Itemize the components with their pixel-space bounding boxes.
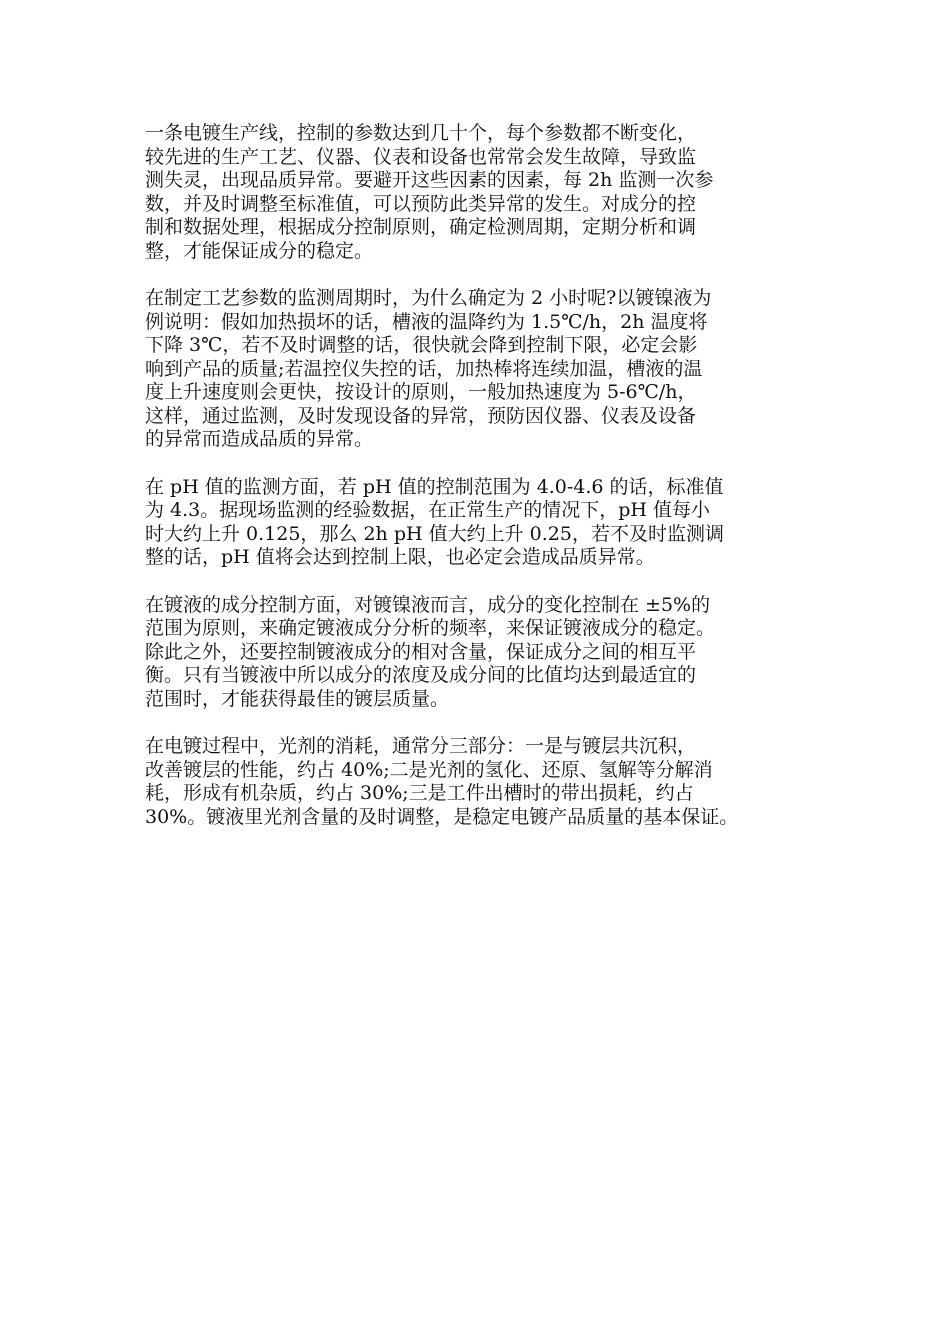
text-line: 时大约上升 0.125，那么 2h pH 值大约上升 0.25，若不及时监测调: [145, 522, 724, 545]
text-line: 在制定工艺参数的监测周期时，为什么确定为 2 小时呢?以镀镍液为: [145, 287, 712, 309]
text-line: 耗，形成有机杂质，约占 30%;三是工件出槽时的带出损耗，约占: [145, 782, 694, 804]
text-line: 制和数据处理，根据成分控制原则，确定检测周期，定期分析和调: [145, 216, 697, 238]
text-line: 范围时，才能获得最佳的镀层质量。: [145, 687, 450, 710]
text-line: 的异常而造成品质的异常。: [145, 428, 374, 450]
text-line: 除此之外，还要控制镀液成分的相对含量，保证成分之间的相互平: [145, 640, 697, 663]
text-line: 在 pH 值的监测方面，若 pH 值的控制范围为 4.0-4.6 的话，标准值: [145, 475, 724, 498]
text-line: 整的话，pH 值将会达到控制上限，也必定会造成品质异常。: [145, 546, 655, 568]
text-line: 这样，通过监测，及时发现设备的异常，预防因仪器、仪表及设备: [145, 404, 697, 427]
text-line: 测失灵，出现品质异常。要避开这些因素的因素，每 2h 监测一次参: [145, 169, 714, 191]
text-line: 度上升速度则会更快，按设计的原则，一般加热速度为 5-6℃/h，: [145, 381, 697, 403]
text-line: 下降 3℃，若不及时调整的话，很快就会降到控制下限，必定会影: [145, 334, 698, 356]
document-body: [145, 122, 825, 853]
paragraph-brightener-consumption: [145, 735, 825, 829]
text-line: 例说明：假如加热损坏的话，槽液的温降约为 1.5℃/h，2h 温度将: [145, 310, 708, 333]
text-line: 30%。镀液里光剂含量的及时调整，是稳定电镀产品质量的基本保证。: [145, 805, 739, 828]
text-line: 范围为原则，来确定镀液成分分析的频率，来保证镀液成分的稳定。: [145, 617, 716, 639]
text-line: 在电镀过程中，光剂的消耗，通常分三部分：一是与镀层共沉积，: [145, 735, 697, 757]
text-line: 一条电镀生产线，控制的参数达到几十个，每个参数都不断变化，: [145, 122, 697, 144]
text-line: 较先进的生产工艺、仪器、仪表和设备也常常会发生故障，导致监: [145, 145, 697, 168]
text-line: 改善镀层的性能，约占 40%;二是光剂的氢化、还原、氢解等分解消: [145, 758, 713, 781]
text-line: 在镀液的成分控制方面，对镀镍液而言，成分的变化控制在 ±5%的: [145, 593, 711, 616]
paragraph-ph-monitoring: [145, 476, 825, 570]
text-line: 响到产品的质量;若温控仪失控的话，加热棒将连续加温，槽液的温: [145, 357, 703, 380]
text-line: 衡。只有当镀液中所以成分的浓度及成分间的比值均达到最适宜的: [145, 664, 697, 686]
paragraph-monitoring-intro: [145, 122, 825, 263]
text-line: 为 4.3。据现场监测的经验数据，在正常生产的情况下，pH 值每小: [145, 499, 711, 521]
text-line: 整，才能保证成分的稳定。: [145, 239, 374, 262]
paragraph-composition-control: [145, 594, 825, 712]
text-line: 数，并及时调整至标准值，可以预防此类异常的发生。对成分的控: [145, 192, 697, 215]
paragraph-monitoring-period: [145, 287, 825, 452]
